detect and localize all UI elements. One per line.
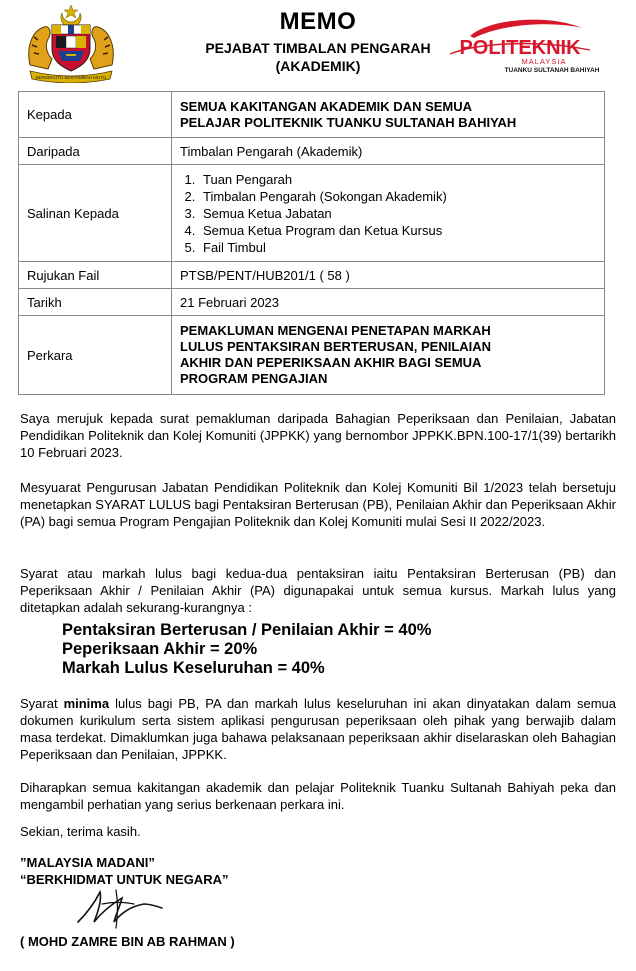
office-name-line1: PEJABAT TIMBALAN PENGARAH [205, 40, 431, 56]
row-salinan-kepada [19, 165, 605, 262]
minimum-text-post: lulus bagi PB, PA dan markah lulus keseluruhan ini akan dinyatakan dalam semua dokumen kurikulum serta sistem aplikasi pengurusan peperiksaan oleh pihak yang berwajib dalam masa terdekat. Dimaklumkan juga bahawa pelaksanaan peperiksaan akhir diselaraskan oleh Bahagian Peperiksaan dan Penilaian, JPPKK. [20, 696, 616, 762]
salinan-item: 2. Timbalan Pengarah (Sokongan Akademik) [199, 188, 596, 205]
tarikh-value: 21 Februari 2023 [172, 289, 605, 316]
office-name-line2: (AKADEMIK) [275, 58, 361, 74]
perkara-line: AKHIR DAN PEPERIKSAAN AKHIR BAGI SEMUA [180, 355, 482, 370]
row-rujukan-fail [19, 262, 605, 289]
slogan-berkhidmat: “BERKHIDMAT UNTUK NEGARA” [20, 872, 229, 887]
memo-title: MEMO [279, 8, 357, 35]
perkara-line: PROGRAM PENGAJIAN [180, 371, 328, 386]
crest-caption: BERSEKUTU BERTAMBAH MUTU [35, 75, 107, 80]
logo-tagline: TUANKU SULTANAH BAHIYAH [504, 67, 600, 74]
slogan-malaysia-madani: ”MALAYSIA MADANI” [20, 855, 155, 870]
salinan-value [172, 165, 605, 262]
row-tarikh [19, 289, 605, 316]
minimum-emphasis: minima [63, 696, 110, 711]
perkara-value [172, 316, 605, 395]
salinan-item: 3. Semua Ketua Jabatan [199, 205, 596, 222]
kepada-line: PELAJAR POLITEKNIK TUANKU SULTANAH BAHIYAH [180, 114, 517, 130]
kepada-value [172, 92, 605, 138]
perkara-line: LULUS PENTAKSIRAN BERTERUSAN, PENILAIAN [180, 339, 492, 354]
salinan-label: Salinan Kepada [19, 165, 172, 262]
requirement-pa: Peperiksaan Akhir = 20% [62, 640, 258, 658]
paragraph-meeting: Mesyuarat Pengurusan Jabatan Pendidikan Politeknik dan Kolej Komuniti Bil 1/2023 telah bersetuju menetapkan SYARAT LULUS bagi Pentaksiran Berterusan (PB), Penilaian Akhir dan Peperiksaan Akhir (PA) bagi semua Program Pengajian Politeknik dan Kolej Komuniti mulai Sesi II 2022/2023. [20, 480, 616, 529]
row-perkara [19, 316, 605, 395]
paragraph-thanks: Sekian, terima kasih. [20, 824, 141, 839]
daripada-value: Timbalan Pengarah (Akademik) [172, 138, 605, 165]
row-daripada [19, 138, 605, 165]
salinan-list [180, 171, 596, 256]
requirement-overall: Markah Lulus Keseluruhan = 40% [62, 659, 325, 677]
paragraph-conditions: Syarat atau markah lulus bagi kedua-dua pentaksiran iaitu Pentaksiran Berterusan (PB) dan Peperiksaan Akhir / Penilaian Akhir (PA) digunapakai untuk semua kursus. Markah lulus yang ditetapkan adalah sekurang-kurangnya : [20, 566, 616, 615]
salinan-item: 5. Fail Timbul [199, 239, 596, 256]
logo-wordmark: POLITEKNIK [459, 37, 581, 59]
perkara-label: Perkara [19, 316, 172, 395]
paragraph-minimum [20, 695, 616, 763]
salinan-item: 1. Tuan Pengarah [199, 171, 596, 188]
pass-requirements [62, 621, 431, 678]
handwritten-signature [72, 882, 167, 930]
salinan-item: 4. Semua Ketua Program dan Ketua Kursus [199, 222, 596, 239]
minimum-text-pre: Syarat [20, 696, 64, 711]
row-kepada [19, 92, 605, 138]
tarikh-label: Tarikh [19, 289, 172, 316]
paragraph-closing-request: Diharapkan semua kakitangan akademik dan pelajar Politeknik Tuanku Sultanah Bahiyah peka dan mengambil perhatian yang serius berkenaan perkara ini. [20, 780, 616, 812]
rujukan-label: Rujukan Fail [19, 262, 172, 289]
rujukan-value: PTSB/PENT/HUB201/1 ( 58 ) [172, 262, 605, 289]
daripada-label: Daripada [19, 138, 172, 165]
kepada-line: SEMUA KAKITANGAN AKADEMIK DAN SEMUA [180, 98, 473, 114]
logo-sub: MALAYSIA [521, 57, 567, 66]
signer-name: ( MOHD ZAMRE BIN AB RAHMAN ) [20, 934, 235, 949]
perkara-line: PEMAKLUMAN MENGENAI PENETAPAN MARKAH [180, 323, 491, 338]
memo-header-table [18, 91, 605, 395]
paragraph-reference: Saya merujuk kepada surat pemakluman daripada Bahagian Peperiksaan dan Penilaian, Jabatan Pendidikan Politeknik dan Kolej Komuniti (JPPKK) yang bernombor JPPKK.BPN.100-17/1(39) bertarikh 10 Februari 2023. [20, 411, 616, 460]
requirement-pb: Pentaksiran Berterusan / Penilaian Akhir = 40% [62, 621, 432, 639]
kepada-label: Kepada [19, 92, 172, 138]
